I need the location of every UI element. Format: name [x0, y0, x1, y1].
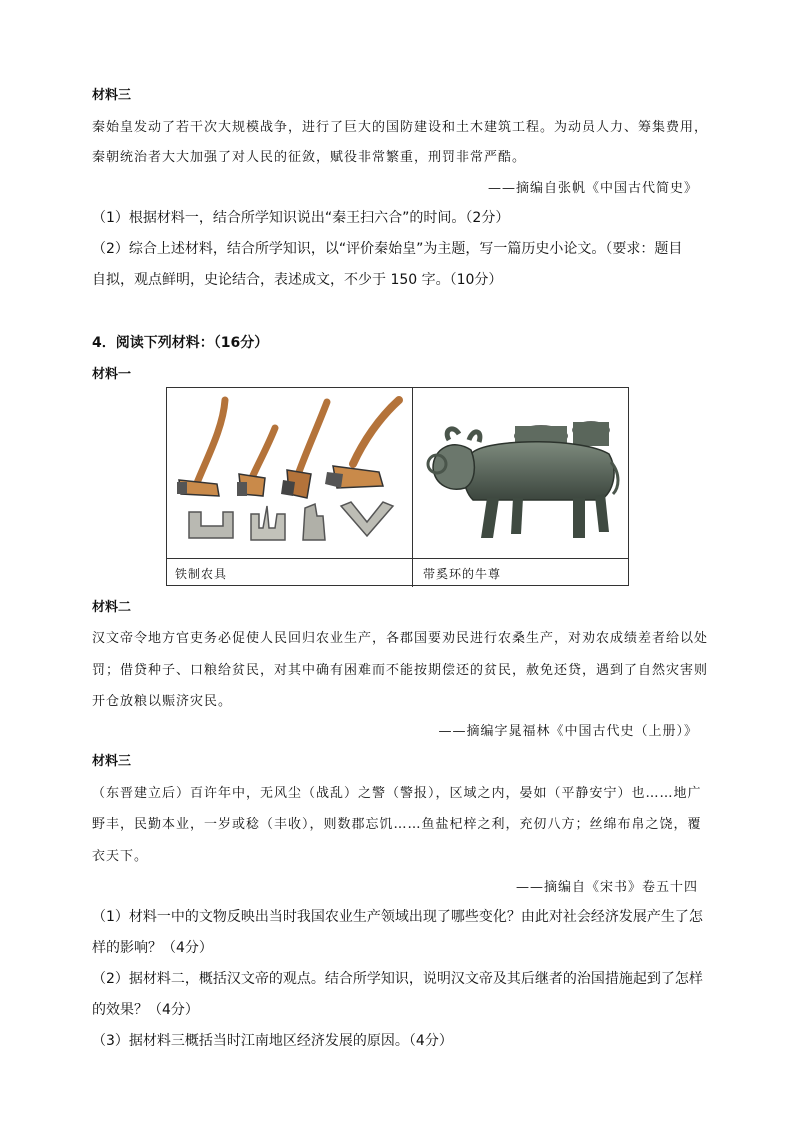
material-3b-line-3: 衣天下。 [92, 849, 149, 864]
ox-zun-caption: 带奚环的牛尊 [423, 567, 502, 581]
material-3b-label: 材料三 [92, 754, 132, 769]
iron-tools-image-cell [167, 388, 413, 587]
material-3b-line-2: 野丰，民勤本业，一岁或稔（丰收），则数郡忘饥……鱼盐杞梓之利，充仞八方；丝绵布帛之饶，覆 [92, 817, 702, 832]
material-3-line-1: 秦始皇发动了若干次大规模战争，进行了巨大的国防建设和土木建筑工程。为动员人力、筹集费用， [92, 120, 709, 135]
material-2-label: 材料二 [92, 600, 132, 615]
material-3b-line-1: （东晋建立后）百许年中，无风尘（战乱）之警（警报），区域之内，晏如（平静安宁）也……地广 [92, 786, 702, 801]
iron-tools-caption: 铁制农具 [175, 567, 228, 581]
q4-question-1-line-2: 样的影响？（4分） [92, 940, 213, 956]
material-2-line-1: 汉文帝令地方官吏务必促使人民回归农业生产，各郡国要劝民进行农桑生产，对劝农成绩差者给以处 [92, 631, 709, 646]
q4-question-2-line-2: 的效果？（4分） [92, 1002, 199, 1018]
material-2-line-2: 罚；借贷种子、口粮给贫民，对其中确有困难而不能按期偿还的贫民，赦免还贷，遇到了自然灾害则 [92, 663, 709, 678]
question-1: （1）根据材料一，结合所学知识说出“秦王扫六合”的时间。（2分） [92, 210, 510, 226]
material-3b-source: ——摘编自《宋书》卷五十四 [515, 880, 698, 895]
material-1-label: 材料一 [92, 367, 132, 382]
question-2-line-2: 自拟，观点鲜明，史论结合，表述成文，不少于 150 字。（10分） [92, 272, 503, 288]
material-3-line-2: 秦朝统治者大大加强了对人民的征敛，赋役非常繁重，刑罚非常严酷。 [92, 150, 527, 165]
q4-question-3: （3）据材料三概括当时江南地区经济发展的原因。（4分） [92, 1033, 453, 1049]
q4-question-1-line-1: （1）材料一中的文物反映出当时我国农业生产领域出现了哪些变化？由此对社会经济发展产生了怎 [92, 909, 703, 925]
question-4-title: 4．阅读下列材料：（16分） [92, 335, 269, 351]
iron-farm-tools-illustration [167, 388, 413, 558]
question-2-line-1: （2）综合上述材料，结合所学知识，以“评价秦始皇”为主题，写一篇历史小论文。（要求：题目 [92, 241, 683, 257]
q4-question-2-line-1: （2）据材料二，概括汉文帝的观点。结合所学知识，说明汉文帝及其后继者的治国措施起到了怎样 [92, 971, 703, 987]
ox-zun-image-cell [413, 388, 628, 587]
material-1-figure [166, 387, 629, 586]
material-3-source: ——摘编自张帆《中国古代简史》 [487, 181, 698, 196]
bronze-ox-zun-illustration [413, 388, 628, 558]
material-2-line-3: 开仓放粮以赈济灾民。 [92, 694, 233, 709]
material-2-source: ——摘编字晁福林《中国古代史（上册）》 [438, 724, 698, 739]
material-3-label: 材料三 [92, 88, 132, 103]
